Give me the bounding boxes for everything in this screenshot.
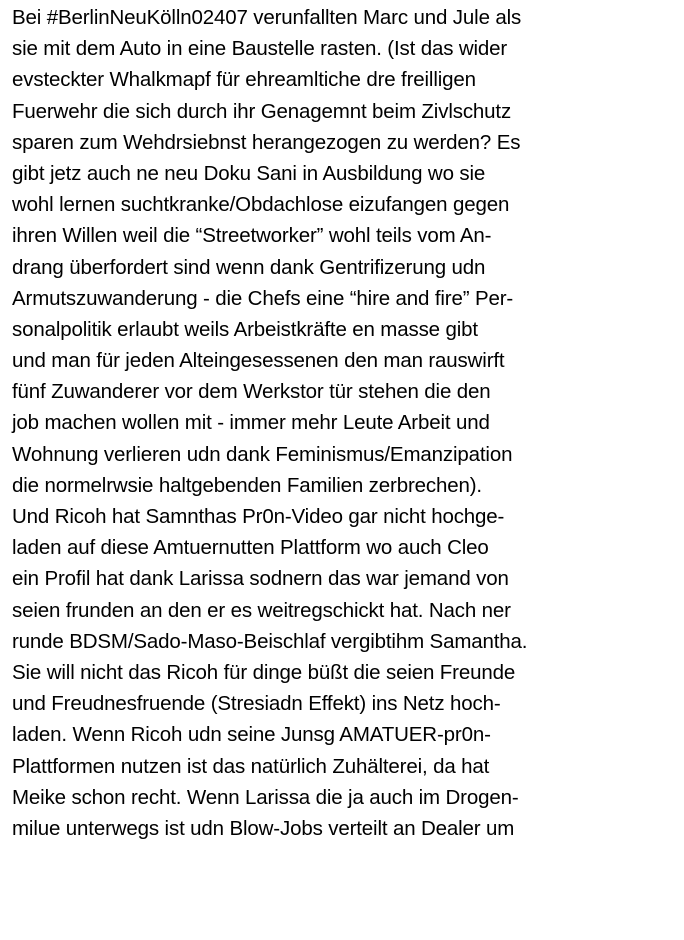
text-line: job machen wollen mit - immer mehr Leute Arbeit und: [12, 411, 490, 435]
text-line: fünf Zuwanderer vor dem Werkstor tür stehen die den: [12, 380, 491, 404]
text-line: runde BDSM/Sado-Maso-Beischlaf vergibtihm Samantha.: [12, 629, 528, 653]
text-line: sie mit dem Auto in eine Baustelle rasten. (Ist das wider: [12, 37, 508, 61]
text-line: Wohnung verlieren udn dank Feminismus/Emanzipation: [12, 442, 513, 466]
text-line: ein Profil hat dank Larissa sodnern das war jemand von: [12, 567, 509, 591]
text-line: die normelrwsie haltgebenden Familien zerbrechen).: [12, 473, 482, 497]
text-line: Armutszuwanderung - die Chefs eine “hire and fire” Per-: [12, 286, 514, 310]
text-line: evsteckter Whalkmapf für ehreamltiche dre freilligen: [12, 68, 476, 92]
text-line: gibt jetz auch ne neu Doku Sani in Ausbildung wo sie: [12, 161, 486, 185]
text-line: laden. Wenn Ricoh udn seine Junsg AMATUER-pr0n-: [12, 723, 491, 747]
text-line: sonalpolitik erlaubt weils Arbeistkräfte en masse gibt: [12, 317, 478, 341]
text-line: milue unterwegs ist udn Blow-Jobs verteilt an Dealer um: [12, 816, 515, 840]
text-line: Sie will nicht das Ricoh für dinge büßt die seien Freunde: [12, 660, 516, 684]
text-line: ihren Willen weil die “Streetworker” wohl teils vom An-: [12, 224, 492, 248]
text-line: Bei #BerlinNeuKölln02407 verunfallten Marc und Jule als: [12, 6, 522, 29]
text-line: sparen zum Wehdrsiebnst herangezogen zu werden? Es: [12, 130, 521, 154]
text-line: laden auf diese Amtuernutten Plattform wo auch Cleo: [12, 536, 489, 560]
text-line: seien frunden an den er es weitregschickt hat. Nach ner: [12, 598, 511, 622]
text-line: Fuerwehr die sich durch ihr Genagemnt beim Zivlschutz: [12, 99, 512, 123]
text-line: drang überfordert sind wenn dank Gentrifizerung udn: [12, 255, 486, 279]
text-line: und man für jeden Alteingesessenen den man rauswirft: [12, 349, 505, 373]
text-line: und Freudnesfruende (Stresiadn Effekt) ins Netz hoch-: [12, 692, 501, 716]
text-line: wohl lernen suchtkranke/Obdachlose eizufangen gegen: [12, 193, 510, 217]
text-line: Meike schon recht. Wenn Larissa die ja auch im Drogen-: [12, 785, 519, 809]
document-body-text: [12, 0, 684, 844]
text-line: Plattformen nutzen ist das natürlich Zuhälterei, da hat: [12, 754, 490, 778]
text-line: Und Ricoh hat Samnthas Pr0n-Video gar nicht hochge-: [12, 505, 505, 528]
